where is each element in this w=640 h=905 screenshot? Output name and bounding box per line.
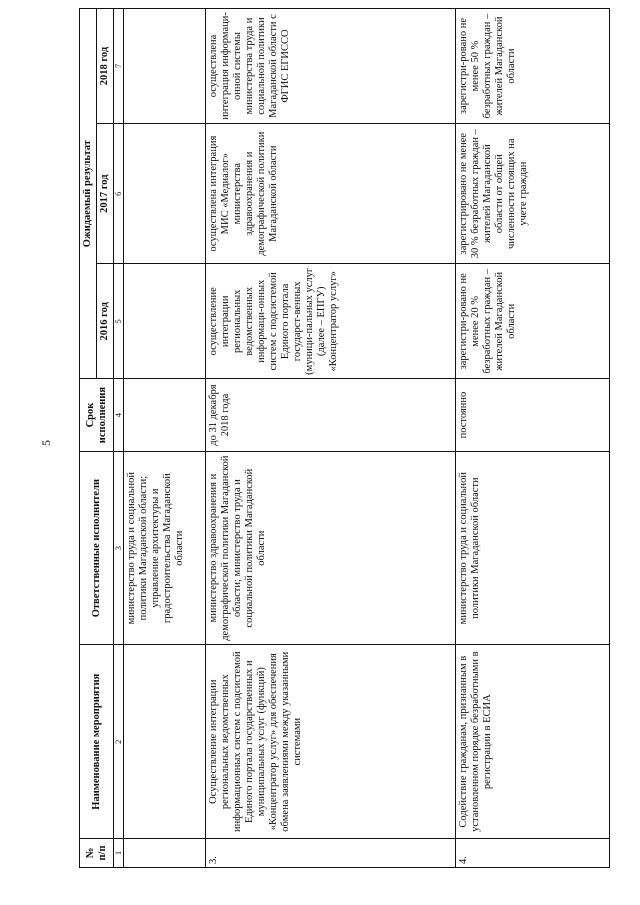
table-cell-2017: осуществлена интеграция МИС «Медиалог» министерства здравоохранения и демографической политики Магаданской области bbox=[206, 124, 456, 264]
table-cell-2016: осуществление интеграции региональных ведомственных информаци-онных систем с подсистемой Единого портала государст-венных (муници-пальных услуг (далее – ЕПГУ) «Концентратор услуг» bbox=[206, 264, 456, 379]
header-responsible: Ответственные исполнители bbox=[80, 451, 114, 645]
header-deadline: Срок исполнения bbox=[80, 379, 114, 452]
header-num: № п/п bbox=[80, 838, 114, 867]
header-name: Наименование мероприятия bbox=[80, 645, 114, 839]
col-number: 5 bbox=[114, 264, 124, 379]
col-number: 1 bbox=[114, 838, 124, 867]
header-expected: Ожидаемый результат bbox=[80, 9, 97, 379]
header-2017: 2017 год bbox=[97, 124, 114, 264]
col-number: 7 bbox=[114, 9, 124, 124]
table-cell bbox=[124, 379, 206, 452]
table-cell-num: 3. bbox=[206, 838, 456, 867]
table-cell-deadline: постоянно bbox=[456, 379, 610, 452]
table-row bbox=[206, 9, 456, 868]
table-row bbox=[456, 9, 610, 868]
col-number: 4 bbox=[114, 379, 124, 452]
continuation-row bbox=[124, 9, 206, 868]
rotated-page bbox=[79, 8, 627, 868]
col-number: 6 bbox=[114, 124, 124, 264]
table-cell-responsible: министерство труда и социальной политики Магаданской области bbox=[456, 451, 610, 645]
table-cell-2018: осуществлена интеграция информаци-онной системы министерства труда и социальной политики Магаданской области с ФГИС ЕГИССО bbox=[206, 9, 456, 124]
table-cell-name: Содействие гражданам, признанным в установленном порядке безработными в регистрации в ЕСИА bbox=[456, 645, 610, 839]
header-2018: 2018 год bbox=[97, 9, 114, 124]
page-number: 5 bbox=[39, 440, 53, 446]
table-cell-num: 4. bbox=[456, 838, 610, 867]
table-cell bbox=[124, 264, 206, 379]
table-cell-deadline: до 31 декабря 2018 года bbox=[206, 379, 456, 452]
col-number: 2 bbox=[114, 645, 124, 839]
table-cell-responsible: министерство труда и социальной политики Магаданской области; управление архитектуры и градостроительства Магаданской области bbox=[124, 451, 206, 645]
table-cell bbox=[124, 124, 206, 264]
measures-table bbox=[79, 8, 610, 868]
table-cell-responsible: министерство здравоохранения и демографической политики Магаданской области; министерство труда и социальной политики Магаданской области bbox=[206, 451, 456, 645]
table-cell bbox=[124, 9, 206, 124]
table-cell-2018: зарегистри-ровано не менее 50 % безработных граждан – жителей Магаданской области bbox=[456, 9, 610, 124]
col-number: 3 bbox=[114, 451, 124, 645]
header-row bbox=[80, 9, 97, 868]
table-cell bbox=[124, 645, 206, 839]
table-cell-2016: зарегистри-ровано не менее 20 % безработных граждан – жителей Магаданской области bbox=[456, 264, 610, 379]
column-number-row bbox=[114, 9, 124, 868]
table-cell-2017: зарегистрировано не менее 30 % безработных граждан – жителей Магаданской области от общей численности стоящих на учете граждан bbox=[456, 124, 610, 264]
table-cell bbox=[124, 838, 206, 867]
table-cell-name: Осуществление интеграции региональных ведомственных информационных систем с подсистемой Единого портала государственных и муниципальных услуг (функций) «Концентратор услуг» для обеспечения обмена заявлениями между указанными системами bbox=[206, 645, 456, 839]
header-2016: 2016 год bbox=[97, 264, 114, 379]
